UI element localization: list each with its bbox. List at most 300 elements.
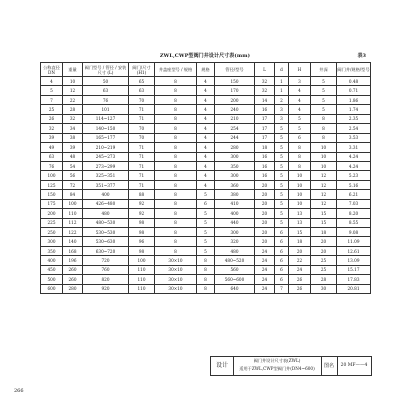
- table-cell: 25: [41, 105, 63, 114]
- table-cell: 760: [83, 265, 129, 274]
- table-cell: 140~150: [83, 124, 129, 133]
- table-cell: 244: [215, 133, 255, 142]
- table-cell: 30×10: [155, 275, 197, 284]
- table-cell: 22: [63, 95, 83, 104]
- table-cell: 30×10: [155, 284, 197, 293]
- table-row: [41, 199, 371, 208]
- table-cell: 480: [83, 209, 129, 218]
- header-cell: 重量: [63, 63, 83, 77]
- table-cell: 17: [255, 114, 275, 123]
- table-cell: 8: [155, 133, 197, 142]
- table-cell: 15: [311, 218, 337, 227]
- table-cell: 480~520: [215, 256, 255, 265]
- table-cell: 101: [83, 105, 129, 114]
- table-cell: 560~600: [215, 275, 255, 284]
- table-cell: 245~273: [83, 152, 129, 161]
- table-header-row: [41, 63, 371, 77]
- table-cell: 72: [63, 180, 83, 189]
- table-cell: 54: [63, 161, 83, 170]
- table-cell: 4: [197, 180, 215, 189]
- header-cell: 管径/型号: [215, 63, 255, 77]
- table-cell: 25: [311, 265, 337, 274]
- table-cell: 110: [129, 284, 155, 293]
- table-cell: 170: [215, 86, 255, 95]
- table-cell: 49: [41, 143, 63, 152]
- header-cell: 阀门型号 / 管径 / 安装尺寸 (L): [83, 63, 129, 77]
- table-cell: 26: [289, 275, 311, 284]
- table-cell: 13: [289, 218, 311, 227]
- table-cell: 32: [255, 77, 275, 86]
- table-cell: 8: [155, 143, 197, 152]
- table-cell: 5: [289, 114, 311, 123]
- table-cell: 71: [129, 105, 155, 114]
- table-cell: 20: [255, 180, 275, 189]
- table-cell: 8.20: [337, 209, 371, 218]
- table-cell: 16: [255, 171, 275, 180]
- table-cell: 300: [215, 171, 255, 180]
- table-cell: 5.23: [337, 171, 371, 180]
- table-cell: 122: [63, 228, 83, 237]
- table-cell: 210: [215, 114, 255, 123]
- table-cell: 4: [197, 133, 215, 142]
- table-cell: 8: [311, 133, 337, 142]
- table-cell: 300: [215, 152, 255, 161]
- table-cell: 600: [41, 284, 63, 293]
- table-cell: 100: [41, 171, 63, 180]
- table-cell: 4: [197, 161, 215, 170]
- table-row: [41, 152, 371, 161]
- data-table: [40, 62, 371, 294]
- table-cell: 0.48: [337, 77, 371, 86]
- page-number: 266: [14, 388, 24, 394]
- table-cell: 5: [275, 171, 289, 180]
- table-cell: 210~219: [83, 143, 129, 152]
- table-cell: 17: [255, 133, 275, 142]
- table-cell: 48: [63, 152, 83, 161]
- table-cell: 150: [41, 190, 63, 199]
- table-cell: 5: [197, 190, 215, 199]
- header-cell: H: [289, 63, 311, 77]
- table-cell: 5: [311, 77, 337, 86]
- table-cell: 8: [155, 180, 197, 189]
- table-cell: 16: [255, 152, 275, 161]
- table-cell: 260: [63, 265, 83, 274]
- table-cell: 640: [215, 284, 255, 293]
- table-cell: 71: [129, 180, 155, 189]
- table-cell: 32: [255, 86, 275, 95]
- table-cell: 1: [275, 86, 289, 95]
- table-cell: 8: [197, 265, 215, 274]
- document-sheet: [40, 50, 370, 375]
- table-cell: 4: [197, 105, 215, 114]
- header-cell: 井盖座型号 / 规格: [155, 63, 197, 77]
- table-cell: 6: [275, 256, 289, 265]
- table-cell: 5: [275, 133, 289, 142]
- table-cell: 71: [129, 114, 155, 123]
- table-cell: 5: [289, 124, 311, 133]
- table-row: [41, 256, 371, 265]
- table-cell: 38: [63, 133, 83, 142]
- table-cell: 110: [129, 275, 155, 284]
- table-cell: 440: [215, 218, 255, 227]
- table-cell: 140: [63, 237, 83, 246]
- table-cell: 71: [129, 152, 155, 161]
- table-cell: 360: [215, 180, 255, 189]
- table-cell: 28: [311, 275, 337, 284]
- table-cell: 4: [197, 143, 215, 152]
- table-cell: 26: [41, 114, 63, 123]
- table-cell: 200: [215, 95, 255, 104]
- table-number: 表3: [357, 53, 366, 59]
- table-cell: 17: [255, 124, 275, 133]
- table-cell: 70: [129, 133, 155, 142]
- table-cell: 5: [275, 161, 289, 170]
- table-cell: 39: [41, 133, 63, 142]
- table-cell: 450: [41, 265, 63, 274]
- table-cell: 5: [197, 228, 215, 237]
- table-cell: 24: [255, 246, 275, 255]
- table-cell: 4: [289, 105, 311, 114]
- table-cell: 0.71: [337, 86, 371, 95]
- title-block-code: 20 MF——4: [340, 363, 368, 368]
- table-cell: 5: [275, 180, 289, 189]
- table-cell: 30: [311, 284, 337, 293]
- header-cell: 阀门/尺寸 (H1): [129, 63, 155, 77]
- table-cell: 8: [311, 114, 337, 123]
- table-cell: 196: [63, 256, 83, 265]
- table-cell: 8: [155, 190, 197, 199]
- table-cell: 12: [311, 199, 337, 208]
- table-cell: 63: [83, 86, 129, 95]
- table-cell: 500: [41, 275, 63, 284]
- table-cell: 14: [255, 95, 275, 104]
- table-cell: 426~480: [83, 199, 129, 208]
- table-cell: 3.53: [337, 133, 371, 142]
- table-row: [41, 114, 371, 123]
- table-cell: 8: [197, 284, 215, 293]
- table-cell: 350: [41, 246, 63, 255]
- table-cell: 10: [289, 171, 311, 180]
- table-cell: 7: [41, 95, 63, 104]
- table-cell: 8: [155, 86, 197, 95]
- table-cell: 1.86: [337, 95, 371, 104]
- title-block: [210, 356, 372, 376]
- table-cell: 2: [275, 95, 289, 104]
- table-cell: 13: [289, 209, 311, 218]
- table-cell: 6: [197, 199, 215, 208]
- table-cell: 88: [129, 190, 155, 199]
- table-cell: 820: [83, 275, 129, 284]
- table-row: [41, 86, 371, 95]
- table-cell: 2.35: [337, 114, 371, 123]
- table-cell: 5: [311, 105, 337, 114]
- table-cell: 8: [155, 228, 197, 237]
- table-cell: 8: [155, 209, 197, 218]
- table-cell: 4: [197, 95, 215, 104]
- table-cell: 200: [41, 209, 63, 218]
- table-row: [41, 246, 371, 255]
- table-cell: 8: [289, 152, 311, 161]
- table-cell: 100: [129, 256, 155, 265]
- table-cell: 13.09: [337, 256, 371, 265]
- table-row: [41, 265, 371, 274]
- table-cell: 8: [155, 161, 197, 170]
- table-cell: 34: [63, 124, 83, 133]
- table-cell: 12: [311, 190, 337, 199]
- table-cell: 24: [255, 275, 275, 284]
- table-cell: 273~299: [83, 161, 129, 170]
- table-row: [41, 209, 371, 218]
- table-cell: 96: [129, 237, 155, 246]
- table-cell: 70: [129, 95, 155, 104]
- table-cell: 400: [215, 209, 255, 218]
- table-cell: 4: [41, 77, 63, 86]
- table-row: [41, 218, 371, 227]
- title-block-label: 图名: [321, 357, 338, 375]
- table-cell: 4: [197, 171, 215, 180]
- table-cell: 5: [275, 218, 289, 227]
- table-cell: 8: [155, 114, 197, 123]
- table-cell: 6: [275, 265, 289, 274]
- table-cell: 12: [311, 180, 337, 189]
- table-cell: 18: [289, 237, 311, 246]
- table-cell: 410: [215, 199, 255, 208]
- table-cell: 3: [289, 77, 311, 86]
- table-cell: 16: [255, 105, 275, 114]
- table-cell: 9.08: [337, 228, 371, 237]
- table-cell: 400: [41, 256, 63, 265]
- header-cell: 规格: [197, 63, 215, 77]
- table-cell: 10: [311, 152, 337, 161]
- table-cell: 630~720: [83, 246, 129, 255]
- table-cell: 8: [155, 218, 197, 227]
- table-cell: 20: [289, 246, 311, 255]
- table-cell: 10: [311, 143, 337, 152]
- table-cell: 20: [255, 218, 275, 227]
- table-cell: 300: [41, 237, 63, 246]
- table-cell: 56: [63, 171, 83, 180]
- table-cell: 98: [129, 246, 155, 255]
- table-cell: 71: [129, 171, 155, 180]
- table-cell: 8: [155, 77, 197, 86]
- table-cell: 20: [255, 209, 275, 218]
- table-cell: 4: [197, 124, 215, 133]
- table-cell: 168: [63, 246, 83, 255]
- table-row: [41, 133, 371, 142]
- table-cell: 8.55: [337, 218, 371, 227]
- table-cell: 350: [215, 161, 255, 170]
- table-cell: 112: [63, 218, 83, 227]
- table-cell: 7.03: [337, 199, 371, 208]
- table-cell: 8: [289, 161, 311, 170]
- table-cell: 6.21: [337, 190, 371, 199]
- table-cell: 70: [129, 124, 155, 133]
- table-cell: 6: [275, 237, 289, 246]
- table-row: [41, 171, 371, 180]
- table-cell: 1: [275, 77, 289, 86]
- table-row: [41, 275, 371, 284]
- table-cell: 480: [215, 246, 255, 255]
- table-cell: 76: [83, 95, 129, 104]
- table-cell: 32: [41, 124, 63, 133]
- table-cell: 3.31: [337, 143, 371, 152]
- table-cell: 20: [255, 190, 275, 199]
- table-cell: 92: [129, 209, 155, 218]
- table-cell: 4.24: [337, 152, 371, 161]
- table-cell: 280: [63, 284, 83, 293]
- table-cell: 5: [275, 124, 289, 133]
- table-cell: 5: [311, 86, 337, 95]
- caption-line-1: 阀门井设计尺寸表(ZWL): [253, 358, 301, 363]
- table-cell: 8: [155, 105, 197, 114]
- table-cell: 125: [41, 180, 63, 189]
- table-cell: 5: [41, 86, 63, 95]
- table-cell: 15.17: [337, 265, 371, 274]
- table-cell: 100: [63, 199, 83, 208]
- table-cell: 8: [197, 275, 215, 284]
- table-cell: 24: [255, 284, 275, 293]
- table-cell: 8: [289, 143, 311, 152]
- table-row: [41, 77, 371, 86]
- table-row: [41, 228, 371, 237]
- table-cell: 300: [215, 228, 255, 237]
- table-cell: 10: [311, 161, 337, 170]
- table-cell: 22: [289, 256, 311, 265]
- table-cell: 4: [197, 114, 215, 123]
- table-body: [41, 77, 371, 294]
- table-cell: 5: [197, 218, 215, 227]
- table-cell: 12.61: [337, 246, 371, 255]
- table-row: [41, 161, 371, 170]
- table-cell: 76: [41, 161, 63, 170]
- table-cell: 18: [311, 228, 337, 237]
- table-cell: 4.24: [337, 161, 371, 170]
- table-cell: 250: [41, 228, 63, 237]
- table-cell: 8: [155, 152, 197, 161]
- table-cell: 560: [215, 265, 255, 274]
- table-cell: 8: [155, 95, 197, 104]
- table-cell: 30×10: [155, 256, 197, 265]
- title-block-caption: [233, 357, 322, 375]
- table-cell: 380: [215, 190, 255, 199]
- table-row: [41, 190, 371, 199]
- table-cell: 6: [275, 275, 289, 284]
- table-cell: 5.16: [337, 180, 371, 189]
- table-cell: 11.09: [337, 237, 371, 246]
- table-cell: 240: [215, 105, 255, 114]
- table-cell: 5: [311, 95, 337, 104]
- table-cell: 71: [129, 143, 155, 152]
- table-cell: 20: [255, 237, 275, 246]
- table-cell: 110: [129, 265, 155, 274]
- title-block-stamp: 设计: [211, 357, 234, 375]
- table-cell: 480~530: [83, 218, 129, 227]
- table-row: [41, 284, 371, 293]
- table-cell: 280: [215, 143, 255, 152]
- table-cell: 8: [311, 124, 337, 133]
- table-row: [41, 180, 371, 189]
- table-cell: 254: [215, 124, 255, 133]
- table-cell: 24: [255, 265, 275, 274]
- table-cell: 18: [255, 143, 275, 152]
- table-cell: 63: [129, 86, 155, 95]
- header-cell: 井深: [311, 63, 337, 77]
- table-cell: 20: [255, 228, 275, 237]
- table-cell: 5: [275, 152, 289, 161]
- table-cell: 84: [63, 190, 83, 199]
- table-title: ZWL,CWP型阀门井设计尺寸表(mm): [159, 53, 251, 59]
- table-cell: 20.81: [337, 284, 371, 293]
- table-cell: 5: [197, 237, 215, 246]
- table-cell: 4: [289, 95, 311, 104]
- table-cell: 4: [197, 152, 215, 161]
- table-cell: 10: [63, 77, 83, 86]
- table-row: [41, 143, 371, 152]
- table-cell: 25: [311, 256, 337, 265]
- table-cell: 5: [275, 143, 289, 152]
- table-cell: 98: [129, 218, 155, 227]
- table-cell: 530~630: [83, 237, 129, 246]
- table-cell: 8: [155, 237, 197, 246]
- header-cell: L: [255, 63, 275, 77]
- table-cell: 2.54: [337, 124, 371, 133]
- table-row: [41, 95, 371, 104]
- table-cell: 6: [275, 228, 289, 237]
- table-cell: 8: [197, 256, 215, 265]
- table-cell: 10: [289, 180, 311, 189]
- table-cell: 8: [155, 246, 197, 255]
- table-cell: 6: [289, 133, 311, 142]
- table-cell: 8: [155, 171, 197, 180]
- table-cell: 17.83: [337, 275, 371, 284]
- table-cell: 165~177: [83, 133, 129, 142]
- table-cell: 320: [215, 237, 255, 246]
- table-cell: 4: [197, 86, 215, 95]
- table-cell: 15: [289, 228, 311, 237]
- table-cell: 50: [83, 77, 129, 86]
- table-row: [41, 237, 371, 246]
- table-cell: 16: [255, 161, 275, 170]
- table-cell: 920: [83, 284, 129, 293]
- table-cell: 5: [197, 209, 215, 218]
- table-cell: 110: [63, 209, 83, 218]
- table-cell: 4: [289, 86, 311, 95]
- table-cell: 63: [41, 152, 63, 161]
- table-cell: 20: [311, 246, 337, 255]
- table-cell: 30×10: [155, 265, 197, 274]
- table-cell: 530~530: [83, 228, 129, 237]
- table-cell: 720: [83, 256, 129, 265]
- table-cell: 5: [197, 246, 215, 255]
- table-cell: 3: [275, 105, 289, 114]
- table-cell: 65: [129, 77, 155, 86]
- table-cell: 400: [83, 190, 129, 199]
- table-cell: 114~127: [83, 114, 129, 123]
- table-cell: 325~351: [83, 171, 129, 180]
- table-cell: 1.74: [337, 105, 371, 114]
- table-cell: 98: [129, 228, 155, 237]
- table-cell: 8: [155, 124, 197, 133]
- table-cell: 6: [275, 246, 289, 255]
- table-row: [41, 105, 371, 114]
- table-cell: 150: [215, 77, 255, 86]
- table-cell: 26: [289, 284, 311, 293]
- table-cell: 32: [63, 114, 83, 123]
- table-cell: 7: [275, 284, 289, 293]
- table-cell: 20: [255, 199, 275, 208]
- table-cell: 5: [275, 199, 289, 208]
- table-row: [41, 124, 371, 133]
